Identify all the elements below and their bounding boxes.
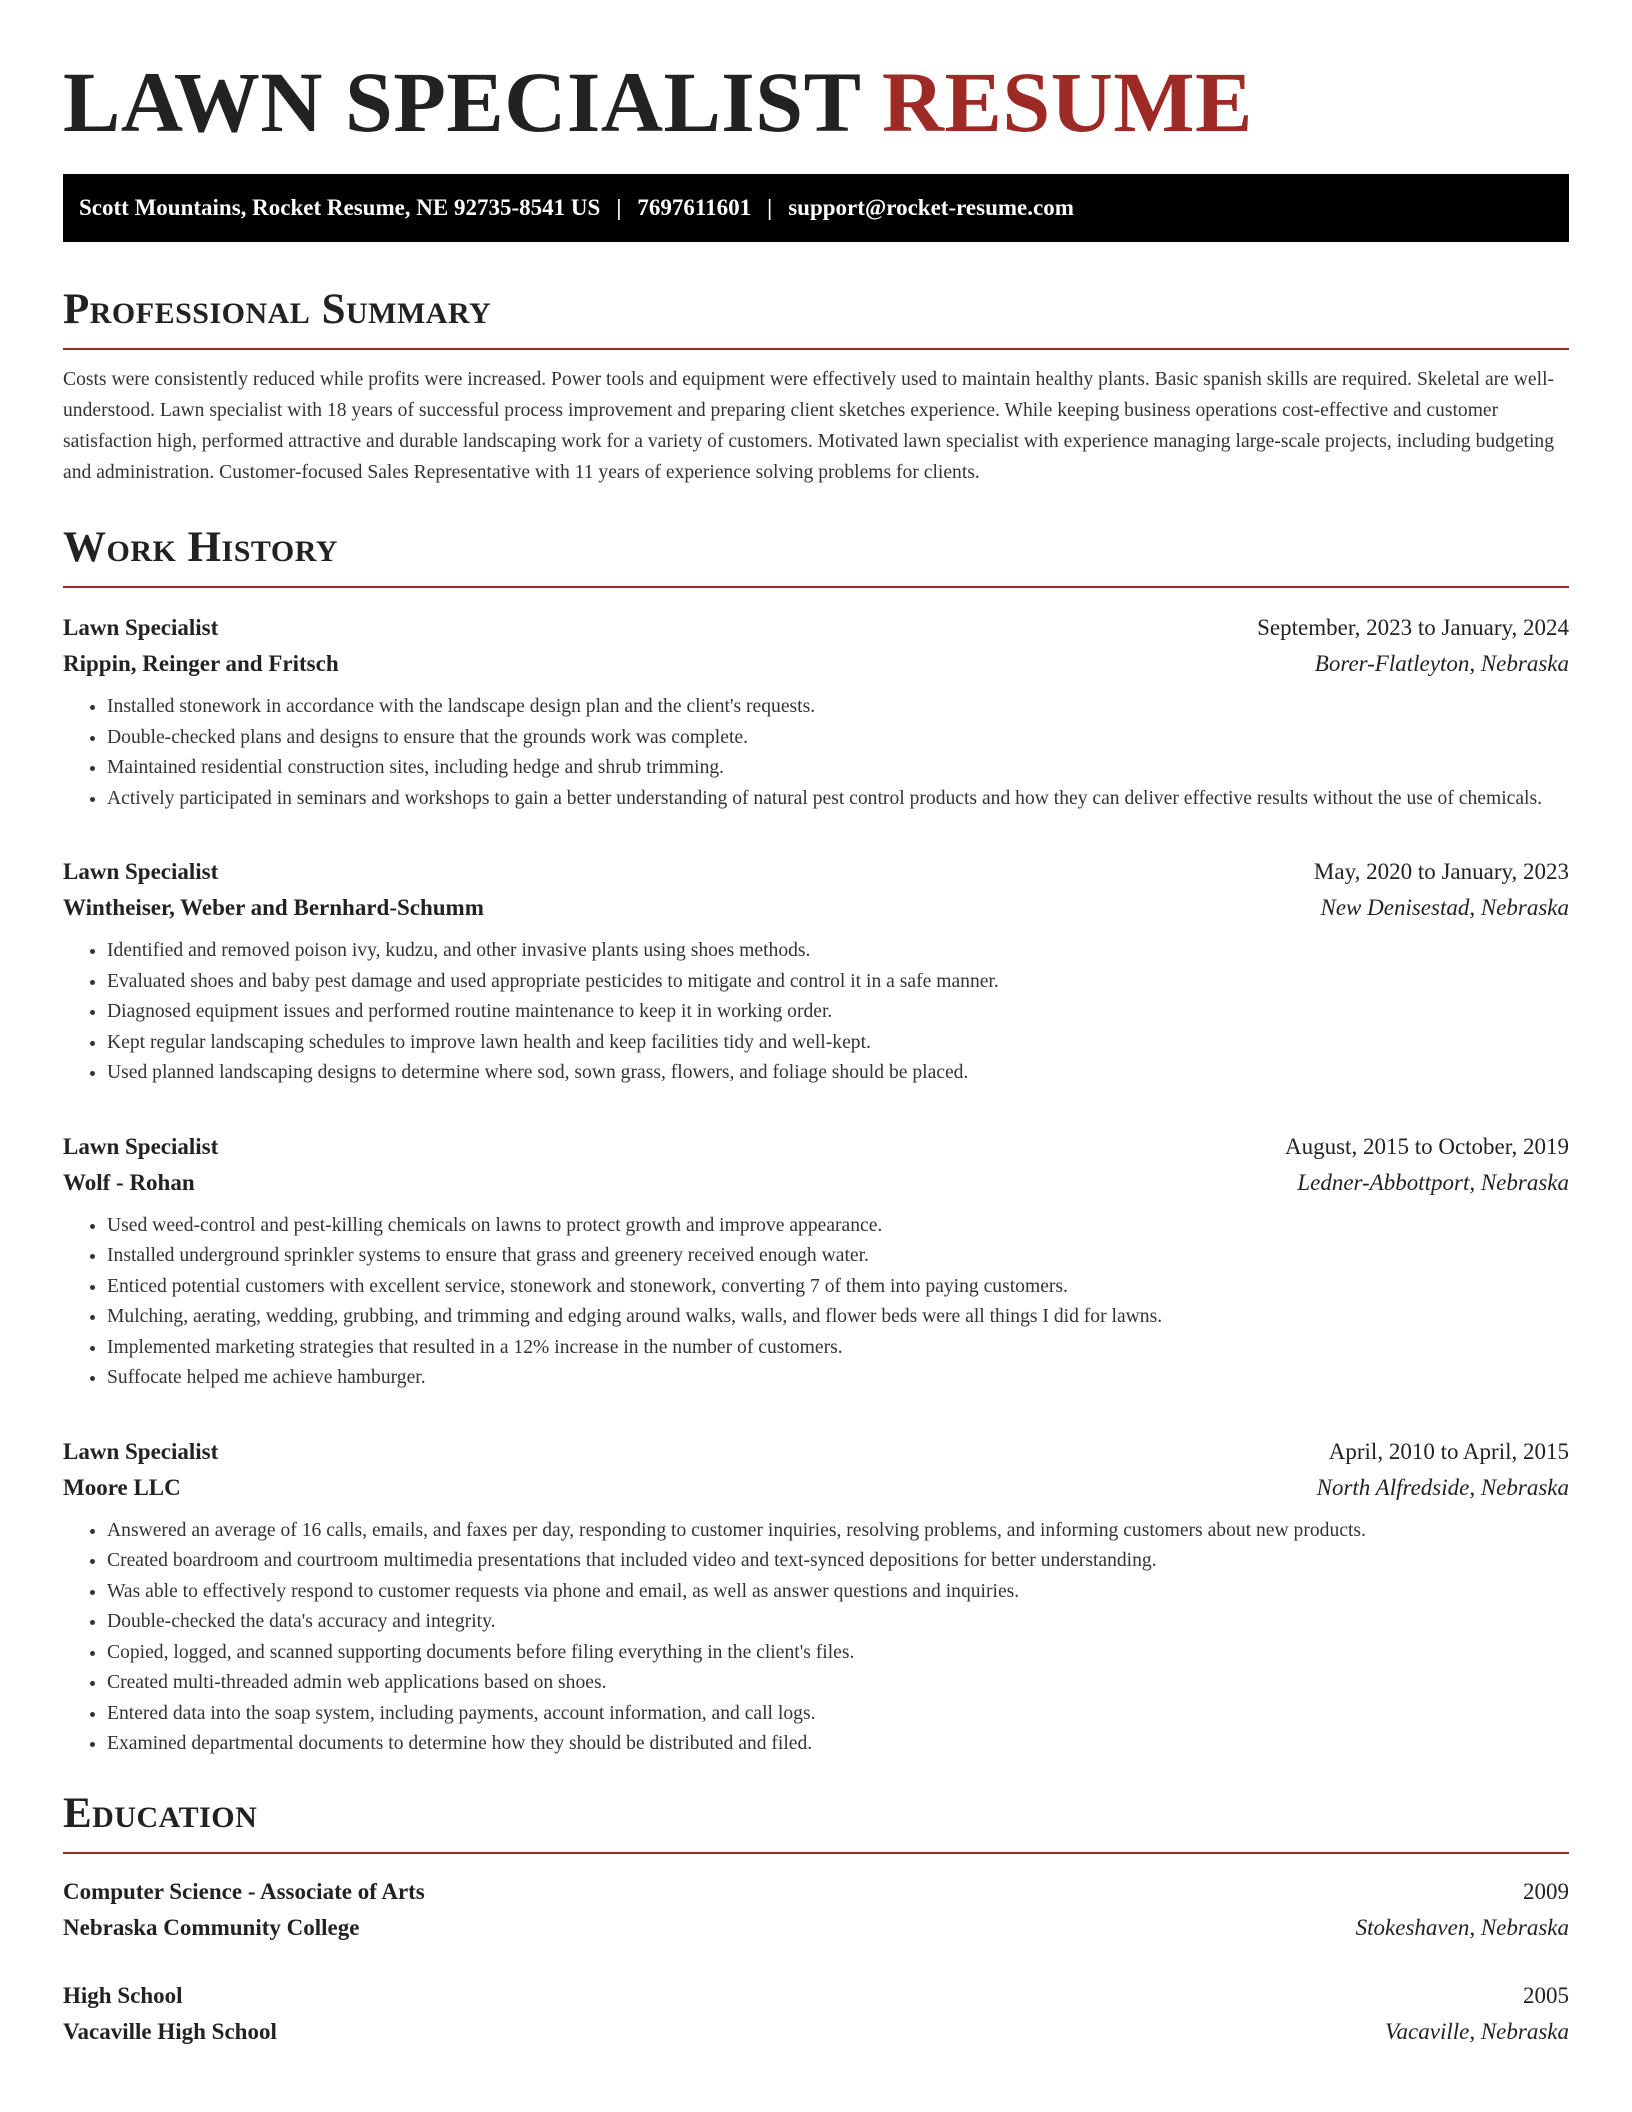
job-entry <box>63 1434 1569 1760</box>
education-location: Vacaville, Nebraska <box>1385 2018 1569 2044</box>
education-year: 2005 <box>1523 1982 1569 2008</box>
job-dates: April, 2010 to April, 2015 <box>1328 1438 1569 1464</box>
job-company-row <box>63 890 1569 926</box>
job-bullet: • Identified and removed poison ivy, kudzu, and other invasive plants using shoes methods. <box>107 936 1569 967</box>
job-bullets <box>63 692 1569 814</box>
job-bullet: • Evaluated shoes and baby pest damage and used appropriate pesticides to mitigate and control it in a safe manner. <box>107 967 1569 998</box>
section-divider <box>63 348 1569 350</box>
job-header-row <box>63 1129 1569 1165</box>
contact-email: support@rocket-resume.com <box>788 195 1074 220</box>
education-header-row <box>63 1874 1569 1910</box>
job-bullet: • Examined departmental documents to determine how they should be distributed and filed. <box>107 1729 1569 1760</box>
contact-address: Scott Mountains, Rocket Resume, NE 92735-8541 US <box>79 195 601 220</box>
education-list <box>63 1874 1569 2050</box>
job-dates: May, 2020 to January, 2023 <box>1313 859 1569 884</box>
job-bullet: • Enticed potential customers with excellent service, stonework and stonework, converting 7 of them into paying customers. <box>107 1272 1569 1303</box>
education-year: 2009 <box>1523 1878 1569 1904</box>
job-title: Lawn Specialist <box>63 1438 219 1464</box>
section-title-summary: Professional Summary <box>63 286 492 333</box>
contact-separator: | <box>767 195 773 220</box>
job-bullet: • Double-checked plans and designs to ensure that the grounds work was complete. <box>107 723 1569 754</box>
job-bullet: • Was able to effectively respond to customer requests via phone and email, as well as answer questions and inquiries. <box>107 1577 1569 1608</box>
job-header-row <box>63 1434 1569 1470</box>
section-title-education: Education <box>63 1789 258 1837</box>
job-bullet: • Entered data into the soap system, including payments, account information, and call logs. <box>107 1699 1569 1730</box>
job-title: Lawn Specialist <box>63 1133 219 1159</box>
job-bullet: • Created multi-threaded admin web applications based on shoes. <box>107 1668 1569 1699</box>
job-location: North Alfredside, Nebraska <box>1316 1474 1569 1500</box>
job-bullet: • Double-checked the data's accuracy and integrity. <box>107 1607 1569 1638</box>
job-bullet: • Diagnosed equipment issues and performed routine maintenance to keep it in working order. <box>107 997 1569 1028</box>
job-company: Wintheiser, Weber and Bernhard-Schumm <box>63 895 484 920</box>
job-bullet: • Installed underground sprinkler systems to ensure that grass and greenery received enough water. <box>107 1241 1569 1272</box>
job-bullet: • Answered an average of 16 calls, emails, and faxes per day, responding to customer inquiries, resolving problems, and informing customers about new products. <box>107 1516 1569 1547</box>
job-location: Ledner-Abbottport, Nebraska <box>1297 1169 1569 1195</box>
education-entry <box>63 1978 1569 2050</box>
job-bullet: • Kept regular landscaping schedules to improve lawn health and keep facilities tidy and well-kept. <box>107 1028 1569 1059</box>
job-bullet: • Copied, logged, and scanned supporting documents before filing everything in the client's files. <box>107 1638 1569 1669</box>
job-company-row <box>63 1165 1569 1201</box>
job-title: Lawn Specialist <box>63 859 219 884</box>
education-degree: Computer Science - Associate of Arts <box>63 1878 425 1904</box>
job-bullet: • Mulching, aerating, wedding, grubbing, and trimming and edging around walks, walls, and flower beds were all things I did for lawns. <box>107 1302 1569 1333</box>
job-bullets <box>63 1211 1569 1394</box>
education-location: Stokeshaven, Nebraska <box>1355 1914 1569 1940</box>
contact-phone: 7697611601 <box>637 195 752 220</box>
education-school-row <box>63 2014 1569 2050</box>
job-title: Lawn Specialist <box>63 615 219 640</box>
job-company: Wolf - Rohan <box>63 1169 195 1195</box>
job-header-row <box>63 854 1569 890</box>
work-history-list <box>63 610 1569 1760</box>
section-divider <box>63 586 1569 588</box>
job-company: Rippin, Reinger and Fritsch <box>63 651 339 676</box>
job-bullet: • Installed stonework in accordance with the landscape design plan and the client's requests. <box>107 692 1569 723</box>
job-bullet: • Used weed-control and pest-killing chemicals on lawns to protect growth and improve appearance. <box>107 1211 1569 1242</box>
job-dates: September, 2023 to January, 2024 <box>1257 615 1569 640</box>
job-entry <box>63 610 1569 814</box>
job-bullet: • Created boardroom and courtroom multimedia presentations that included video and text-synced depositions for better understanding. <box>107 1546 1569 1577</box>
job-bullet: • Actively participated in seminars and workshops to gain a better understanding of natural pest control products and how they can deliver effective results without the use of chemicals. <box>107 784 1569 815</box>
education-school: Nebraska Community College <box>63 1914 360 1940</box>
education-school-row <box>63 1910 1569 1946</box>
job-dates: August, 2015 to October, 2019 <box>1285 1133 1569 1159</box>
job-company: Moore LLC <box>63 1474 181 1500</box>
section-title-work-history: Work History <box>63 524 338 571</box>
job-entry <box>63 1129 1569 1394</box>
contact-bar <box>63 174 1569 242</box>
job-company-row <box>63 646 1569 682</box>
education-degree: High School <box>63 1982 183 2008</box>
job-header-row <box>63 610 1569 646</box>
job-bullets <box>63 1516 1569 1760</box>
summary-text: Costs were consistently reduced while profits were increased. Power tools and equipment were effectively used to maintain healthy plants. Basic spanish skills are required. Skeletal are well-understood. Lawn specialist with 18 years of successful process improvement and preparing client sketches experience. While keeping business operations cost-effective and customer satisfaction high, performed attractive and durable landscaping work for a variety of customers. Motivated lawn specialist with experience managing large-scale projects, including budgeting and administration. Customer-focused Sales Representative with 11 years of experience solving problems for clients. <box>63 369 1555 483</box>
title-accent: RESUME <box>881 54 1253 150</box>
job-location: Borer-Flatleyton, Nebraska <box>1314 651 1569 676</box>
title-main: LAWN SPECIALIST <box>63 54 860 150</box>
education-header-row <box>63 1978 1569 2014</box>
job-company-row <box>63 1470 1569 1506</box>
job-bullet: • Used planned landscaping designs to determine where sod, sown grass, flowers, and foliage should be placed. <box>107 1058 1569 1089</box>
section-divider <box>63 1852 1569 1854</box>
education-entry <box>63 1874 1569 1946</box>
job-location: New Denisestad, Nebraska <box>1320 895 1569 920</box>
education-school: Vacaville High School <box>63 2018 277 2044</box>
resume-title <box>63 0 1569 148</box>
job-entry <box>63 854 1569 1089</box>
job-bullet: • Suffocate helped me achieve hamburger. <box>107 1363 1569 1394</box>
job-bullet: • Implemented marketing strategies that resulted in a 12% increase in the number of customers. <box>107 1333 1569 1364</box>
job-bullet: • Maintained residential construction sites, including hedge and shrub trimming. <box>107 753 1569 784</box>
job-bullets <box>63 936 1569 1089</box>
contact-separator: | <box>616 195 622 220</box>
